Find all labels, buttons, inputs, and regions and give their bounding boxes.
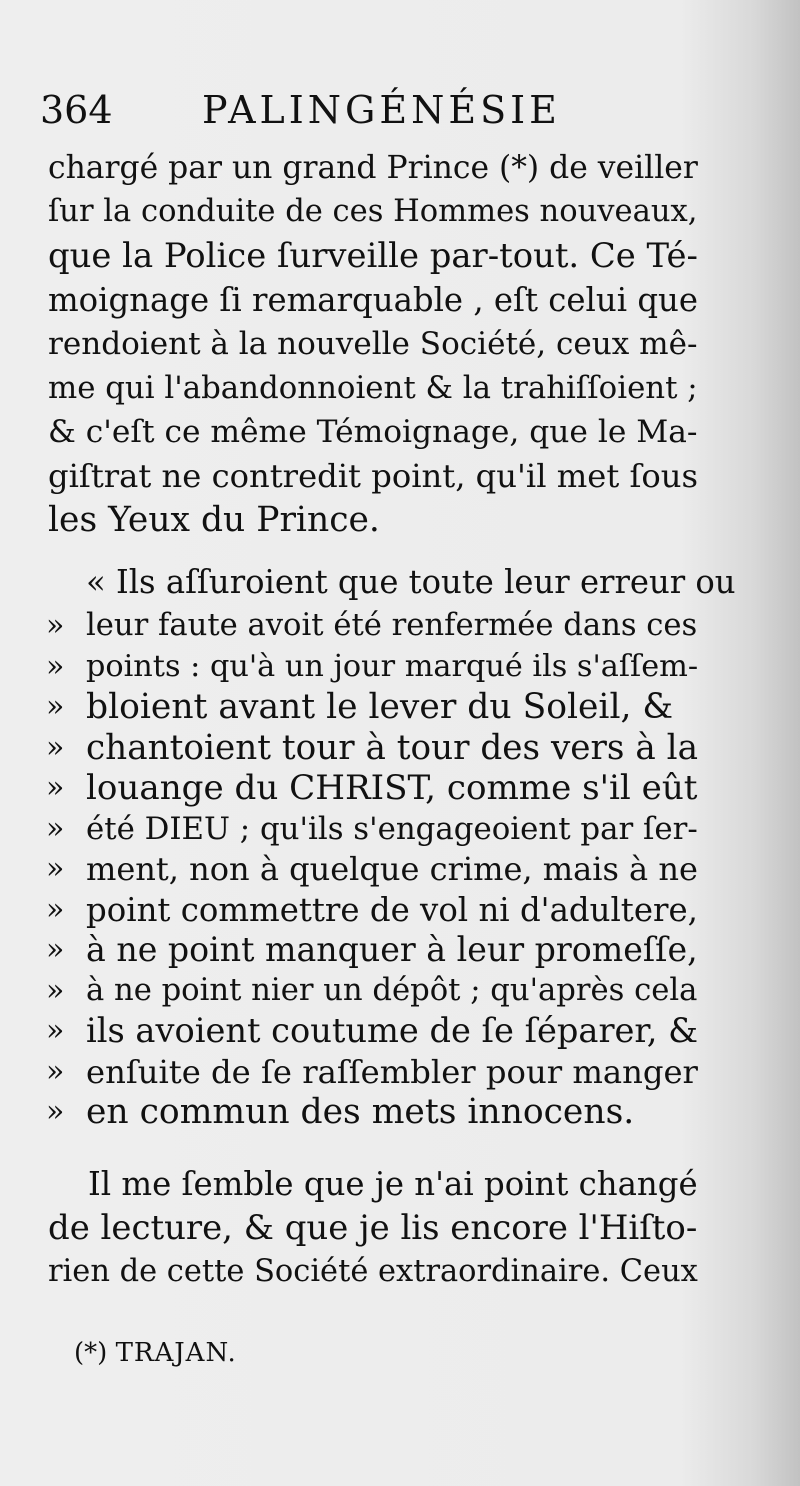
text-line: me qui l'abandonnoient & la trahiſſoient ;	[48, 370, 698, 406]
quote-line: » louange du CHRIST, comme s'il eût	[46, 768, 698, 808]
quote-mark: »	[46, 972, 65, 1008]
quote-mark: »	[46, 689, 65, 724]
page-number: 364	[40, 88, 113, 132]
text-line: ſur la conduite de ces Hommes nouveaux,	[48, 194, 698, 229]
text-line: que la Police ſurveille par-tout. Ce Té-	[48, 236, 698, 275]
running-title: PALINGÉNÉSIE	[202, 88, 561, 132]
quote-mark: »	[46, 608, 65, 643]
footnote-marker: (*)	[74, 1338, 108, 1368]
text-line: chargé par un grand Prince (*) de veiller	[48, 150, 698, 186]
quote-mark: »	[46, 891, 65, 927]
footnote	[74, 1338, 237, 1368]
quote-mark: »	[46, 648, 65, 684]
quote-mark: »	[46, 810, 65, 846]
quote-mark: »	[46, 770, 65, 805]
quote-mark: »	[46, 1053, 65, 1089]
text-line: & c'eſt ce même Témoignage, que le Ma-	[48, 414, 698, 450]
quote-line: » points : qu'à un jour marqué ils s'aſſem-	[86, 647, 698, 687]
quote-line: » chantoient tour à tour des vers à la	[46, 727, 698, 768]
page-header	[40, 88, 760, 138]
quote-line: » en commun des mets innocens.	[46, 1092, 635, 1132]
quote-mark: »	[46, 1013, 65, 1048]
footnote-text: TRAJAN.	[115, 1338, 237, 1368]
quote-mark: »	[46, 1094, 65, 1129]
quote-line: » été DIEU ; qu'ils s'engageoient par ſer-	[46, 810, 698, 847]
quote-line: » leur faute avoit été renfermée dans ces	[86, 606, 698, 646]
text-line: rendoient à la nouvelle Société, ceux mê-	[48, 326, 698, 362]
quote-mark: »	[46, 729, 65, 765]
quote-line: » à ne point nier un dépôt ; qu'après cela	[86, 971, 698, 1011]
quote-mark: »	[46, 932, 65, 967]
quote-mark: »	[46, 851, 65, 886]
text-line: giſtrat ne contredit point, qu'il met ſous	[48, 457, 699, 495]
quote-line: » ment, non à quelque crime, mais à ne	[46, 850, 698, 888]
text-line: de lecture, & que je lis encore l'Hiſto-	[48, 1208, 698, 1247]
text-line: moignage ſi remarquable , eſt celui que	[48, 281, 699, 319]
quote-line: » enſuite de ſe raſſembler pour manger	[46, 1052, 698, 1091]
quote-line: » ils avoient coutume de ſe ſéparer, &	[46, 1011, 699, 1050]
text-line: rien de cette Société extraordinaire. Ceux	[48, 1254, 698, 1289]
text-line: les Yeux du Prince.	[48, 500, 380, 540]
quote-line: » bloient avant le lever du Soleil, &	[46, 687, 674, 727]
text-line: Il me ſemble que je n'ai point changé	[88, 1165, 698, 1203]
quote-line: » point commettre de vol ni d'adultere,	[46, 890, 698, 929]
quote-line: » à ne point manquer à leur promeſſe,	[46, 930, 698, 969]
quote-line: « Ils aſſuroient que toute leur erreur ou	[86, 563, 736, 601]
